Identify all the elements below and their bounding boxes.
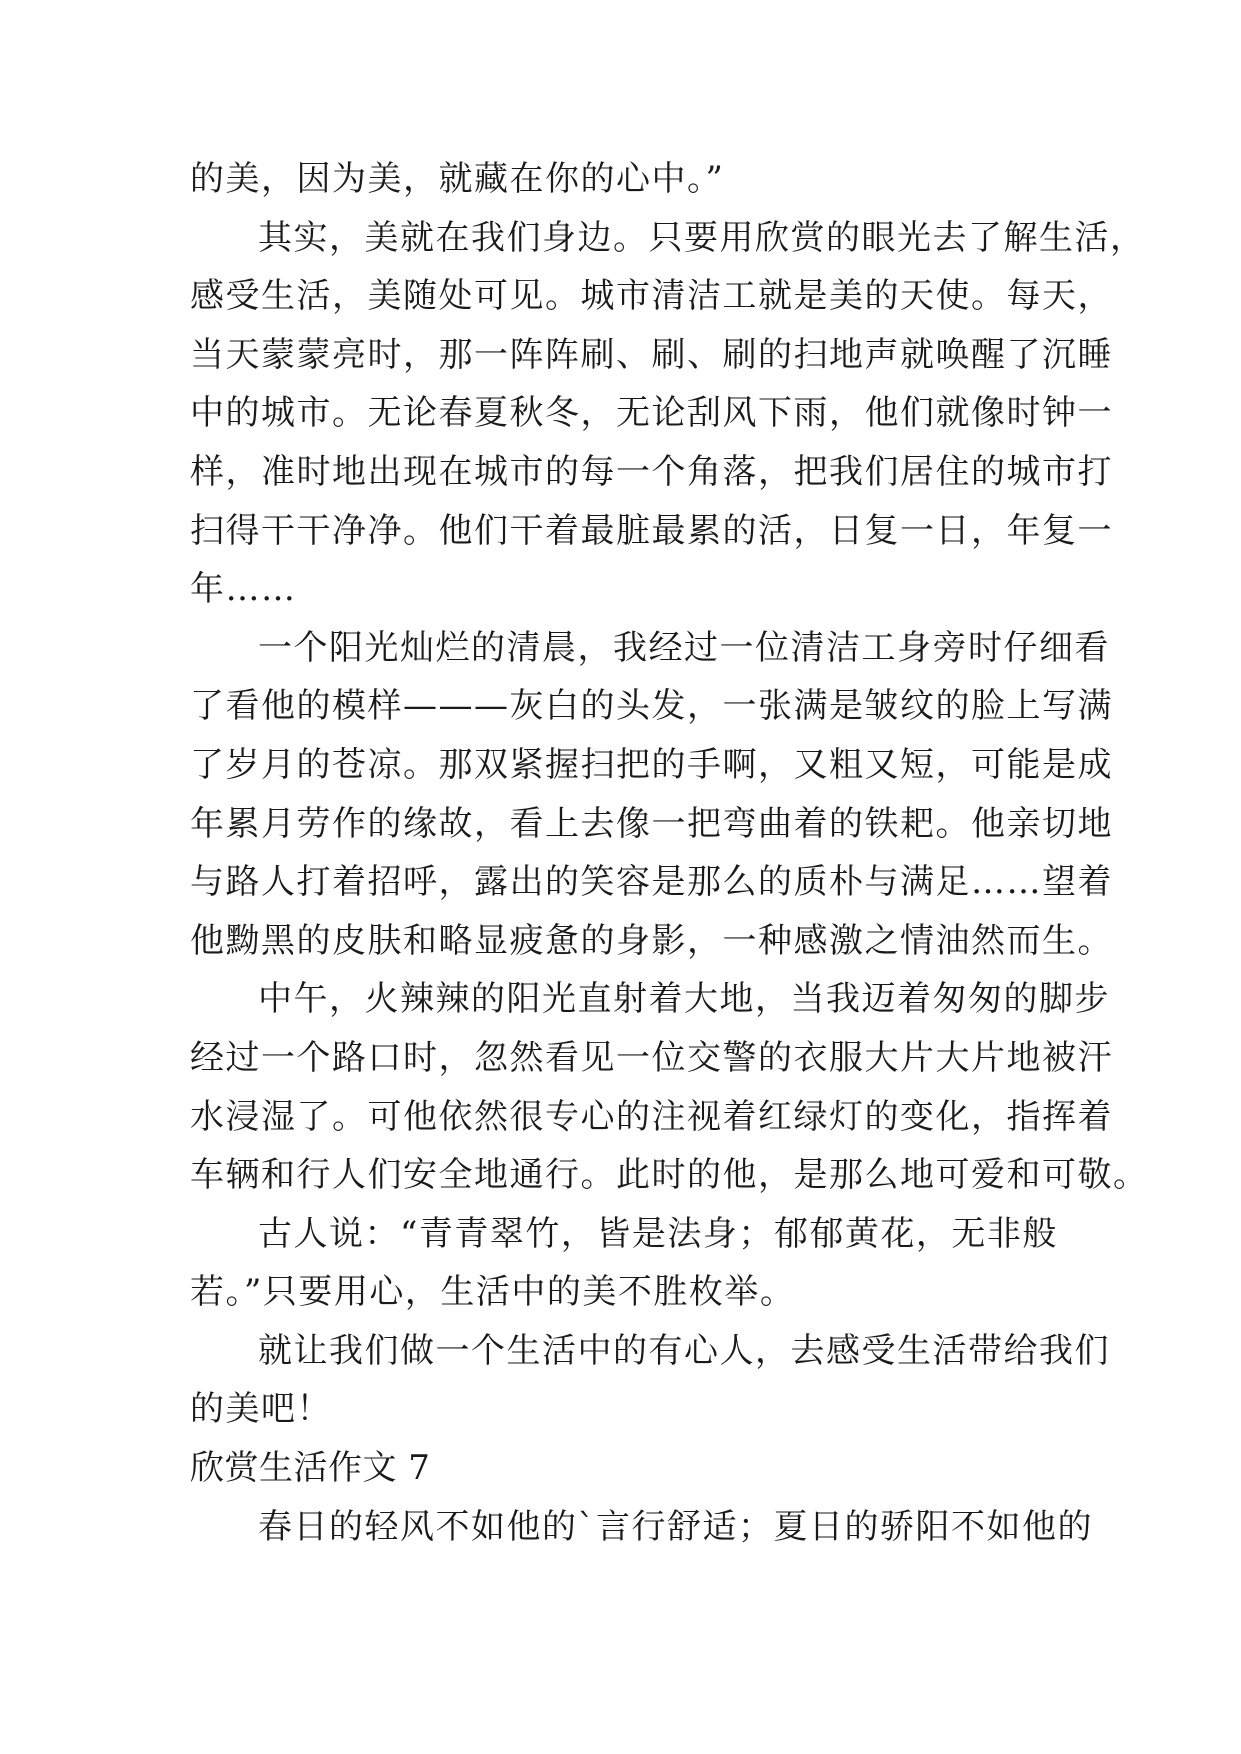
paragraph-start-line: 古人说：“青青翠竹，皆是法身；郁郁黄花，无非般 <box>258 1213 1058 1254</box>
text-line: 中的城市。无论春夏秋冬，无论刮风下雨，他们就像时钟一 <box>190 393 1113 434</box>
text-line: 样，准时地出现在城市的每一个角落，把我们居住的城市打 <box>190 451 1113 492</box>
text-line: 了岁月的苍凉。那双紧握扫把的手啊，又粗又短，可能是成 <box>190 744 1113 785</box>
text-line: 感受生活，美随处可见。城市清洁工就是美的天使。每天， <box>190 276 1113 317</box>
paragraph-start-line: 中午，火辣辣的阳光直射着大地，当我迈着匆匆的脚步 <box>258 979 1110 1020</box>
paragraph-start-line: 春日的轻风不如他的`言行舒适；夏日的骄阳不如他的 <box>258 1506 1093 1547</box>
text-line: 年…… <box>190 569 297 610</box>
text-line: 水浸湿了。可他依然很专心的注视着红绿灯的变化，指挥着 <box>190 1096 1113 1137</box>
section-heading: 欣赏生活作文 7 <box>190 1448 431 1489</box>
text-line: 扫得干干净净。他们干着最脏最累的活，日复一日，年复一 <box>190 510 1113 551</box>
paragraph-start-line: 其实，美就在我们身边。只要用欣赏的眼光去了解生活， <box>258 217 1146 258</box>
text-line: 与路人打着招呼，露出的笑容是那么的质朴与满足……望着 <box>190 862 1113 903</box>
essay-body <box>190 150 1149 1556</box>
text-line: 了看他的模样———灰白的头发，一张满是皱纹的脸上写满 <box>190 686 1113 727</box>
paragraph-start-line: 就让我们做一个生活中的有心人，去感受生活带给我们 <box>258 1330 1110 1371</box>
text-line: 车辆和行人们安全地通行。此时的他，是那么地可爱和可敬。 <box>190 1155 1149 1196</box>
text-line: 他黝黑的皮肤和略显疲惫的身影，一种感激之情油然而生。 <box>190 920 1113 961</box>
text-line: 的美吧！ <box>190 1389 332 1430</box>
text-line: 经过一个路口时，忽然看见一位交警的衣服大片大片地被汗 <box>190 1037 1113 1078</box>
text-line: 年累月劳作的缘故，看上去像一把弯曲着的铁耙。他亲切地 <box>190 803 1113 844</box>
text-line: 若。”只要用心，生活中的美不胜枚举。 <box>190 1272 796 1313</box>
text-line: 的美，因为美，就藏在你的心中。” <box>190 159 725 199</box>
paragraph-start-line: 一个阳光灿烂的清晨，我经过一位清洁工身旁时仔细看 <box>258 627 1110 668</box>
text-line: 当天蒙蒙亮时，那一阵阵刷、刷、刷的扫地声就唤醒了沉睡 <box>190 334 1113 375</box>
